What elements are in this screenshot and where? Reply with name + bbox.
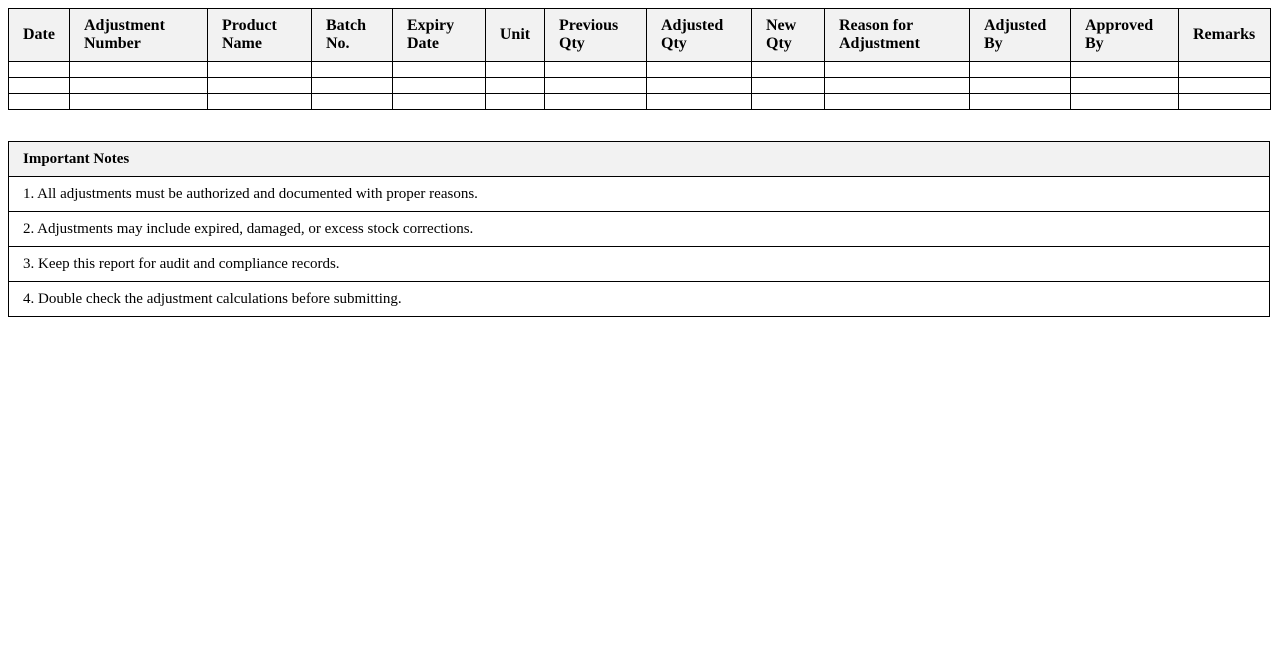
table-cell[interactable] [1071, 94, 1179, 110]
table-cell[interactable] [1071, 78, 1179, 94]
stock-adjustment-table [8, 8, 1271, 110]
table-cell[interactable] [9, 78, 70, 94]
table-cell[interactable] [545, 62, 647, 78]
table-row [9, 78, 1271, 94]
table-cell[interactable] [1179, 62, 1271, 78]
table-cell[interactable] [647, 62, 752, 78]
table-cell[interactable] [545, 78, 647, 94]
column-header-adjusted-qty: Adjusted Qty [647, 9, 752, 62]
table-cell[interactable] [393, 62, 486, 78]
table-cell[interactable] [70, 78, 208, 94]
table-cell[interactable] [393, 94, 486, 110]
column-header-previous-qty: Previous Qty [545, 9, 647, 62]
table-cell[interactable] [1071, 62, 1179, 78]
column-header-approved-by: Approved By [1071, 9, 1179, 62]
table-row [9, 94, 1271, 110]
note-text: 4. Double check the adjustment calculations before submitting. [9, 282, 1270, 317]
list-item [9, 212, 1270, 247]
column-header-reason-for-adjustment: Reason for Adjustment [825, 9, 970, 62]
table-cell[interactable] [970, 62, 1071, 78]
table-header-row [9, 9, 1271, 62]
table-cell[interactable] [208, 62, 312, 78]
column-header-batch-no: Batch No. [312, 9, 393, 62]
list-item [9, 282, 1270, 317]
table-cell[interactable] [9, 94, 70, 110]
table-cell[interactable] [393, 78, 486, 94]
table-cell[interactable] [486, 94, 545, 110]
column-header-new-qty: New Qty [752, 9, 825, 62]
notes-header-row [9, 142, 1270, 177]
note-text: 2. Adjustments may include expired, damaged, or excess stock corrections. [9, 212, 1270, 247]
table-cell[interactable] [752, 78, 825, 94]
note-text: 1. All adjustments must be authorized and documented with proper reasons. [9, 177, 1270, 212]
table-cell[interactable] [70, 62, 208, 78]
table-cell[interactable] [825, 62, 970, 78]
table-cell[interactable] [486, 62, 545, 78]
table-cell[interactable] [970, 94, 1071, 110]
table-cell[interactable] [312, 62, 393, 78]
table-cell[interactable] [752, 62, 825, 78]
table-cell[interactable] [647, 78, 752, 94]
table-cell[interactable] [312, 78, 393, 94]
document [8, 8, 1270, 317]
table-cell[interactable] [825, 78, 970, 94]
table-cell[interactable] [825, 94, 970, 110]
column-header-unit: Unit [486, 9, 545, 62]
list-item [9, 247, 1270, 282]
column-header-expiry-date: Expiry Date [393, 9, 486, 62]
table-cell[interactable] [752, 94, 825, 110]
column-header-remarks: Remarks [1179, 9, 1271, 62]
notes-title: Important Notes [9, 142, 1270, 177]
table-cell[interactable] [970, 78, 1071, 94]
column-header-adjusted-by: Adjusted By [970, 9, 1071, 62]
table-cell[interactable] [70, 94, 208, 110]
table-cell[interactable] [647, 94, 752, 110]
column-header-product-name: Product Name [208, 9, 312, 62]
table-cell[interactable] [9, 62, 70, 78]
table-cell[interactable] [486, 78, 545, 94]
table-cell[interactable] [208, 78, 312, 94]
table-cell[interactable] [1179, 78, 1271, 94]
table-row [9, 62, 1271, 78]
list-item [9, 177, 1270, 212]
column-header-date: Date [9, 9, 70, 62]
column-header-adjustment-number: Adjustment Number [70, 9, 208, 62]
table-cell[interactable] [208, 94, 312, 110]
table-cell[interactable] [545, 94, 647, 110]
table-cell[interactable] [1179, 94, 1271, 110]
note-text: 3. Keep this report for audit and compliance records. [9, 247, 1270, 282]
table-cell[interactable] [312, 94, 393, 110]
important-notes-table [8, 141, 1270, 317]
